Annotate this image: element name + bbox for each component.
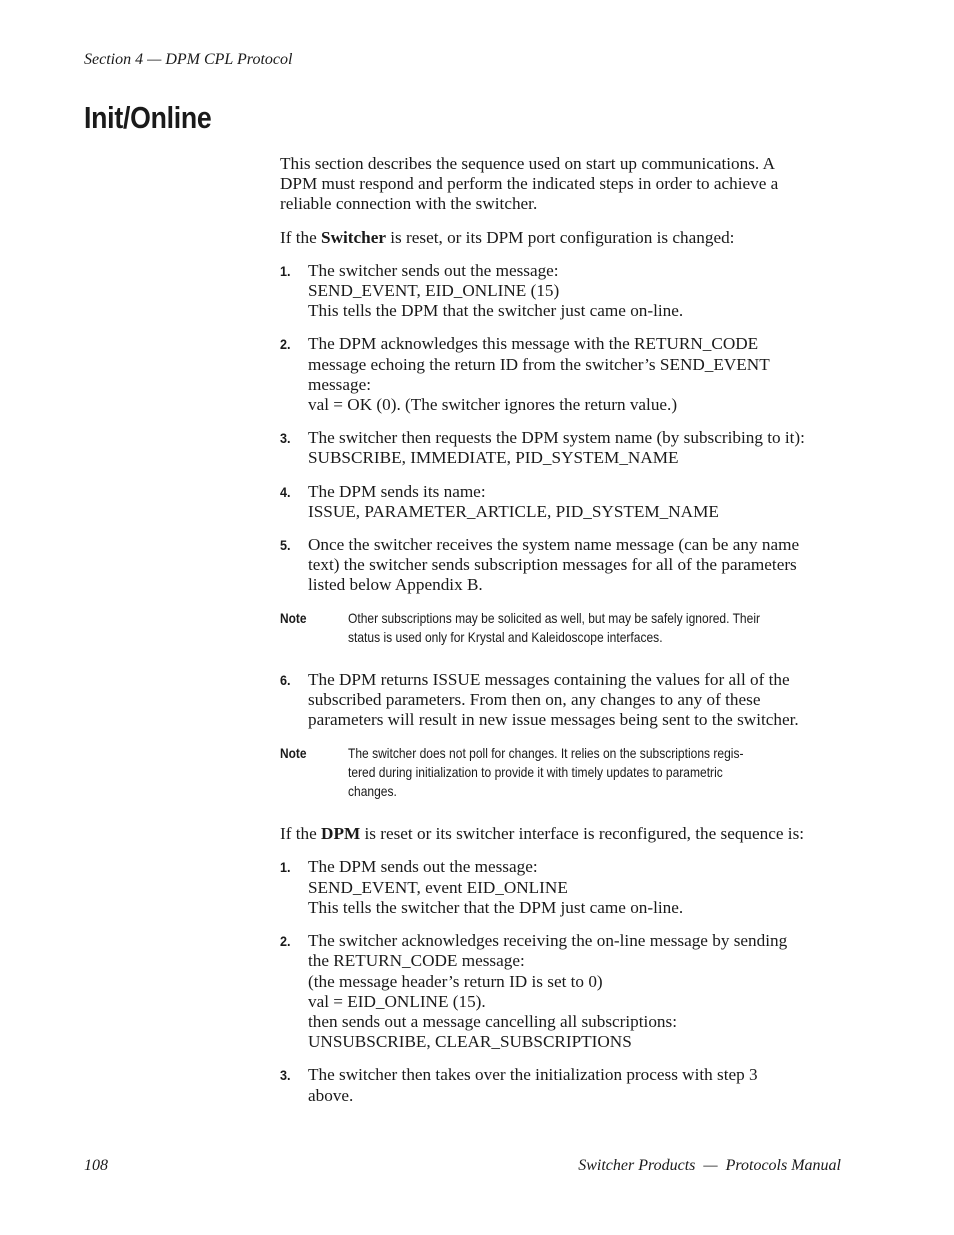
step-line: This tells the DPM that the switcher just came on-line. bbox=[308, 301, 684, 321]
note-line: status is used only for Krystal and Kaleidoscope interfaces. bbox=[348, 628, 663, 645]
intro-paragraph bbox=[280, 154, 846, 215]
step-a-5 bbox=[280, 535, 846, 596]
note-1 bbox=[280, 609, 846, 647]
running-head: Section 4 — DPM CPL Protocol bbox=[84, 51, 293, 68]
switcher-reset-bold: Switcher bbox=[321, 227, 386, 247]
step-line: subscribed parameters. From then on, any changes to any of these bbox=[308, 690, 761, 710]
step-line: Once the switcher receives the system name message (can be any name bbox=[308, 535, 800, 555]
note-2 bbox=[280, 744, 846, 802]
step-line: This tells the switcher that the DPM just came on-line. bbox=[308, 897, 684, 917]
step-line: val = OK (0). (The switcher ignores the return value.) bbox=[308, 395, 678, 415]
note-label: Note bbox=[280, 744, 307, 761]
dpm-reset-post: is reset or its switcher interface is reconfigured, the sequence is: bbox=[360, 824, 805, 844]
body-content bbox=[280, 154, 846, 1119]
step-line: The DPM returns ISSUE messages containing the values for all of the bbox=[308, 670, 790, 690]
step-number: 1. bbox=[280, 262, 291, 279]
manual-title: Switcher Products — Protocols Manual bbox=[578, 1157, 841, 1174]
step-line: The DPM acknowledges this message with the RETURN_CODE bbox=[308, 334, 759, 354]
step-line: val = EID_ONLINE (15). bbox=[308, 991, 486, 1011]
step-line: The DPM sends its name: bbox=[308, 481, 486, 501]
step-line: ISSUE, PARAMETER_ARTICLE, PID_SYSTEM_NAME bbox=[308, 501, 719, 521]
step-number: 6. bbox=[280, 672, 291, 689]
step-line: (the message header’s return ID is set to 0) bbox=[308, 971, 603, 991]
step-line: The switcher then requests the DPM system name (by subscribing to it): bbox=[308, 428, 805, 448]
step-number: 1. bbox=[280, 859, 291, 876]
step-b-1 bbox=[280, 857, 846, 918]
note-line: The switcher does not poll for changes. It relies on the subscriptions regis- bbox=[348, 744, 744, 761]
step-line: message echoing the return ID from the switcher’s SEND_EVENT bbox=[308, 354, 770, 374]
step-a-4 bbox=[280, 482, 846, 522]
step-a-6 bbox=[280, 670, 846, 731]
step-line: The DPM sends out the message: bbox=[308, 857, 538, 877]
step-line: The switcher acknowledges receiving the on-line message by sending bbox=[308, 931, 788, 951]
dpm-reset-pre: If the bbox=[280, 824, 322, 844]
step-number: 3. bbox=[280, 430, 291, 447]
step-b-3 bbox=[280, 1065, 846, 1105]
step-number: 2. bbox=[280, 933, 291, 950]
step-number: 5. bbox=[280, 537, 291, 554]
step-line: message: bbox=[308, 374, 372, 394]
step-number: 2. bbox=[280, 336, 291, 353]
intro-line: This section describes the sequence used on start up communications. A bbox=[280, 154, 775, 173]
step-a-1 bbox=[280, 261, 846, 322]
step-line: SEND_EVENT, EID_ONLINE (15) bbox=[308, 281, 560, 301]
step-line: above. bbox=[308, 1085, 354, 1105]
step-line: parameters will result in new issue messages being sent to the switcher. bbox=[308, 710, 799, 730]
dpm-reset-bold: DPM bbox=[321, 824, 361, 844]
step-line: then sends out a message cancelling all subscriptions: bbox=[308, 1011, 677, 1031]
note-line: Other subscriptions may be solicited as well, but may be safely ignored. Their bbox=[348, 609, 761, 626]
step-line: text) the switcher sends subscription messages for all of the parameters bbox=[308, 555, 797, 575]
note-line: tered during initialization to provide it with timely updates to parametric bbox=[348, 763, 723, 780]
step-a-3 bbox=[280, 428, 846, 468]
switcher-reset-post: is reset, or its DPM port configuration is changed: bbox=[385, 227, 735, 247]
step-b-2 bbox=[280, 931, 846, 1052]
step-line: The switcher then takes over the initialization process with step 3 bbox=[308, 1065, 758, 1085]
step-number: 3. bbox=[280, 1067, 291, 1084]
step-line: SEND_EVENT, event EID_ONLINE bbox=[308, 877, 568, 897]
step-number: 4. bbox=[280, 483, 291, 500]
step-line: listed below Appendix B. bbox=[308, 575, 483, 595]
step-line: the RETURN_CODE message: bbox=[308, 951, 525, 971]
page-title: Init/Online bbox=[84, 100, 212, 135]
note-line: changes. bbox=[348, 783, 397, 800]
dpm-reset-paragraph bbox=[280, 824, 846, 844]
switcher-reset-paragraph bbox=[280, 228, 846, 248]
intro-line: DPM must respond and perform the indicated steps in order to achieve a bbox=[280, 174, 779, 194]
step-line: UNSUBSCRIBE, CLEAR_SUBSCRIPTIONS bbox=[308, 1032, 632, 1052]
page-number: 108 bbox=[84, 1157, 108, 1174]
note-label: Note bbox=[280, 609, 307, 626]
step-line: SUBSCRIBE, IMMEDIATE, PID_SYSTEM_NAME bbox=[308, 448, 679, 468]
step-line: The switcher sends out the message: bbox=[308, 260, 559, 280]
step-a-2 bbox=[280, 334, 846, 415]
switcher-reset-pre: If the bbox=[280, 227, 322, 247]
intro-line: reliable connection with the switcher. bbox=[280, 194, 538, 214]
